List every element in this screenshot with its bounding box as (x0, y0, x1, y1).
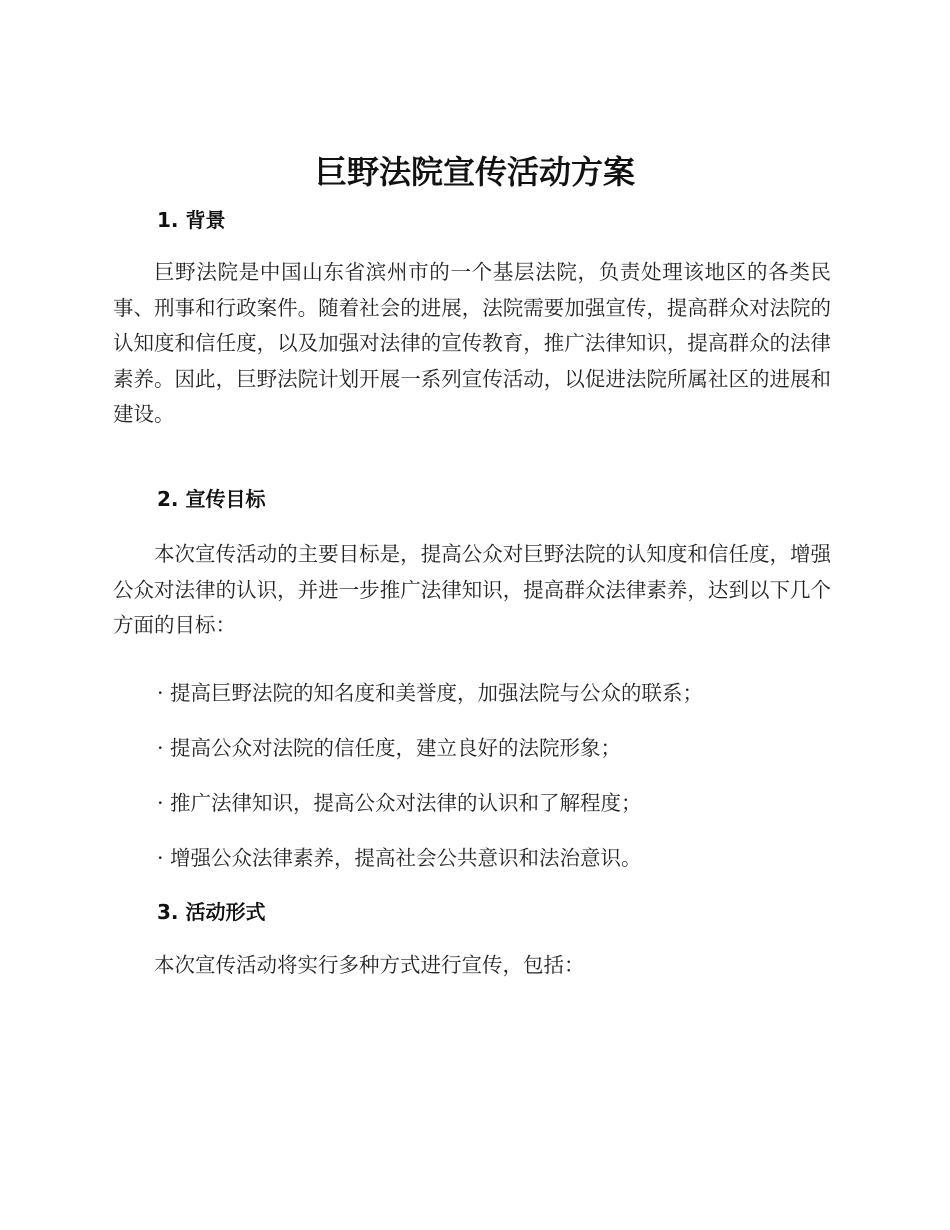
section-heading-goals: 2. 宣传目标 (157, 487, 266, 511)
section-paragraph-background: 巨野法院是中国山东省滨州市的一个基层法院，负责处理该地区的各类民事、刑事和行政案件。随着社会的进展，法院需要加强宣传，提高群众对法院的认知度和信任度，以及加强对法律的宣传教育，推广法律知识，提高群众的法律素养。因此，巨野法院计划开展一系列宣传活动，以促进法院所属社区的进展和建设。 (113, 260, 831, 426)
section-heading-format: 3. 活动形式 (157, 900, 266, 924)
goal-bullet-2: · 提高公众对法院的信任度，建立良好的法院形象； (157, 736, 622, 760)
section-heading-background: 1. 背景 (157, 208, 226, 232)
goal-bullet-1: · 提高巨野法院的知名度和美誉度，加强法院与公众的联系； (157, 681, 704, 705)
goal-bullet-4: · 增强公众法律素养，提高社会公共意识和法治意识。 (157, 846, 642, 870)
goal-bullet-3: · 推广法律知识，提高公众对法律的认识和了解程度； (157, 791, 642, 815)
section-paragraph-format: 本次宣传活动将实行多种方式进行宣传，包括： (154, 953, 585, 977)
document-title: 巨野法院宣传活动方案 (314, 153, 635, 191)
section-paragraph-goals: 本次宣传活动的主要目标是，提高公众对巨野法院的认知度和信任度，增强公众对法律的认识，并进一步推广法律知识，提高群众法律素养，达到以下几个方面的目标： (113, 542, 831, 637)
